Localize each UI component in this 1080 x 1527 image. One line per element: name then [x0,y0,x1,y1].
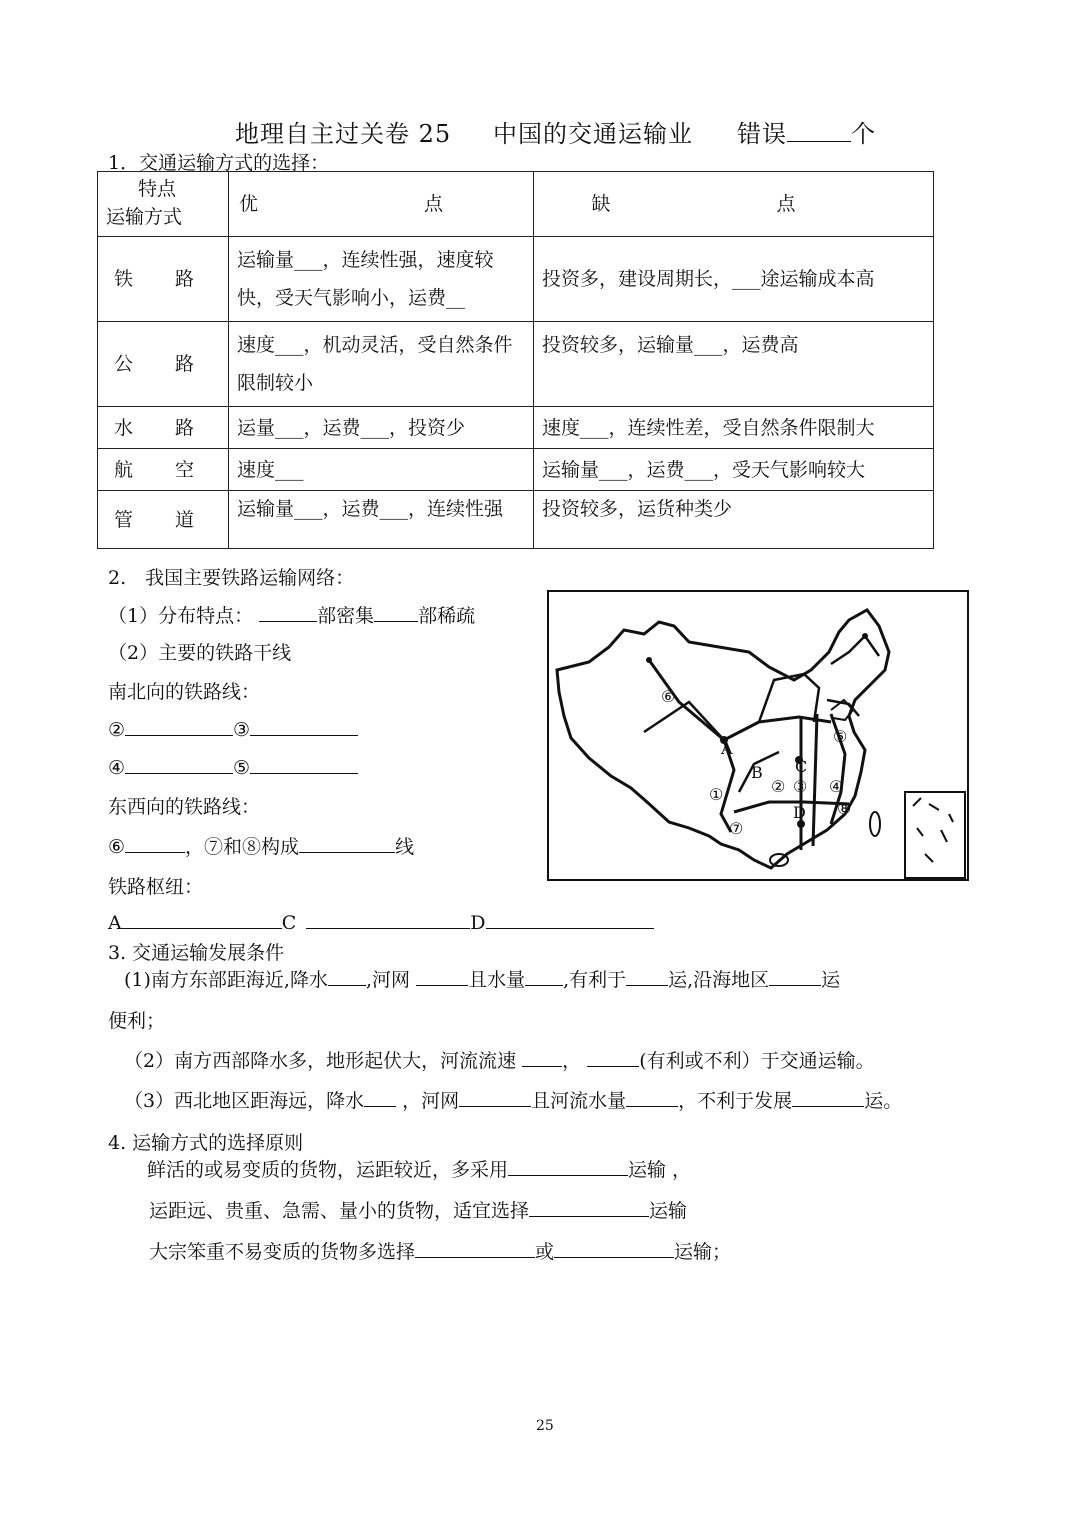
s3-blank-1[interactable] [328,967,366,986]
map-label-a: A [721,739,733,758]
ew-line [108,832,414,859]
map-label-5: ⑤ [833,727,848,746]
s4-line2 [149,1196,687,1223]
ns-label: 南北向的铁路线： [108,681,261,703]
terminal-dot [862,633,868,639]
s3-blank-5[interactable] [769,967,821,986]
cons-cell: 投资较多，运输量___，运费高 [534,322,934,407]
q1-blank-dense[interactable] [259,603,317,622]
blank-n2[interactable] [125,717,233,736]
s3-blank-10[interactable] [626,1088,678,1107]
title-text: 地理自主过关卷 25 [235,120,452,148]
mode-cell: 水 路 [98,407,229,449]
map-label-2: ② [771,777,786,796]
pros-cell: 速度___，机动灵活，受自然条件限制较小 [229,322,534,407]
map-label-7: ⑦ [729,819,744,838]
hub-a-blank[interactable] [122,910,282,929]
q1-mid: 部密集 [317,605,375,627]
s4-blank-1[interactable] [508,1157,628,1176]
s3-l1-c: 且水量 [468,969,526,991]
table-row [98,322,934,407]
label-n3: ③ [233,719,251,741]
s3-blank-2[interactable] [416,967,468,986]
corner-top-label: 特点 [138,178,177,200]
map-label-3: ③ [793,777,808,796]
cons-cell: 投资较多，运货种类少 [534,491,934,549]
ew-end: 线 [395,836,415,858]
s4-l1-a: 鲜活的或易变质的货物，运距较近，多采用 [147,1159,509,1181]
pros-cell: 运输量___，连续性强，速度较快，受天气影响小，运费__ [229,237,534,322]
map-label-d: D [793,803,806,822]
map-label-1: ① [709,785,724,804]
map-label-4: ④ [829,777,844,796]
s4-l2-b: 运输 [649,1200,688,1222]
ns-line-1 [108,717,358,741]
s3-blank-8[interactable] [364,1088,396,1107]
topic-title: 中国的交通运输业 [493,120,693,148]
ew-mid: ，⑦和⑧构成 [185,836,300,858]
blank-n6[interactable] [125,834,185,853]
label-n4: ④ [108,757,126,779]
s3-l2-a: （2）南方西部降水多，地形起伏大，河流流速 [124,1050,517,1072]
s4-blank-4[interactable] [554,1239,674,1258]
s3-l2-c: (有利或不利）于交通运输。 [639,1050,875,1072]
s3-line1 [124,965,840,992]
railway-line-3 [813,714,817,846]
q1-end: 部稀疏 [418,605,476,627]
s3-blank-3[interactable] [525,967,563,986]
s3-l3-c: 且河流水量 [531,1090,627,1112]
s3-line1-cont: 便利； [108,1010,166,1032]
blank-n3[interactable] [250,717,358,736]
table-row [98,237,934,322]
hub-d-blank[interactable] [486,910,654,929]
hub-c-blank[interactable] [306,910,470,929]
q1-label: （1）分布特点： [108,605,254,627]
cons-cell: 运输量___，运费___，受天气影响较大 [534,449,934,491]
error-count [737,114,876,149]
s3-line3 [124,1086,902,1113]
mode-cell: 航 空 [98,449,229,491]
inset-islands [913,798,953,862]
terminal-dot [646,657,652,663]
table-row [98,491,934,549]
header-cons: 缺 点 [534,172,934,237]
label-n5: ⑤ [233,757,251,779]
ew-label: 东西向的铁路线： [108,796,261,818]
taiwan-island [870,812,880,836]
section4-heading: 4. 运输方式的选择原则 [108,1132,304,1154]
error-prefix: 错误 [737,120,787,148]
s3-blank-4[interactable] [626,967,668,986]
s4-l2-a: 运距远、贵重、急需、量小的货物，适宜选择 [149,1200,530,1222]
s4-blank-3[interactable] [415,1239,535,1258]
label-n2: ② [108,719,126,741]
s3-blank-9[interactable] [459,1088,531,1107]
error-suffix: 个 [851,120,876,148]
pros-cell: 运量___，运费___，投资少 [229,407,534,449]
s3-l1-d: ,有利于 [563,969,627,991]
map-label-8: ⑧ [837,799,852,818]
page-title [235,114,451,149]
mode-cell: 铁 路 [98,237,229,322]
corner-bottom-label: 运输方式 [106,206,183,228]
s3-l1-a: (1)南方东部距海近,降水 [124,969,328,991]
railway-line-7-8 [734,802,849,812]
s3-l3-d: ，不利于发展 [678,1090,793,1112]
blank-n4[interactable] [125,755,233,774]
s3-blank-11[interactable] [792,1088,864,1107]
hub-d-label: D [470,912,486,934]
map-label-c: C [795,757,808,776]
map-label-b: B [751,763,763,782]
s3-l1-b: ,河网 [365,969,411,991]
s3-l2-b: ， [562,1050,582,1072]
s3-l3-a: （3）西北地区距海远，降水 [124,1090,365,1112]
table-corner-cell [98,172,229,237]
railway-line-beijing-loop [759,674,819,722]
s4-blank-2[interactable] [529,1198,649,1217]
cons-cell: 速度___，连续性差，受自然条件限制大 [534,407,934,449]
label-n6: ⑥ [108,836,126,858]
s3-blank-6[interactable] [522,1048,562,1067]
mode-cell: 公 路 [98,322,229,407]
error-count-blank[interactable] [787,123,851,142]
transport-comparison-table [97,171,934,549]
s4-l1-b: 运输 ， [628,1159,692,1181]
s4-line1 [147,1155,691,1182]
pros-cell: 速度___ [229,449,534,491]
hub-line [108,910,654,934]
blank-n5[interactable] [250,755,358,774]
header-pros: 优 点 [229,172,534,237]
mode-cell: 管 道 [98,491,229,549]
blank-n78[interactable] [299,834,395,853]
s3-line2 [124,1046,875,1073]
pros-cell: 运输量___，运费___，连续性强 [229,491,534,549]
s4-l3-b: 或 [535,1241,555,1263]
s4-l3-c: 运输； [674,1241,732,1263]
s4-l3-a: 大宗笨重不易变质的货物多选择 [149,1241,416,1263]
s4-line3 [149,1237,731,1264]
hub-c-label: C [281,912,297,934]
ns-line-2 [108,755,358,779]
s3-l3-b: ，河网 [402,1090,460,1112]
s3-l3-e: 运。 [864,1090,903,1112]
s3-l1-e: 运,沿海地区 [668,969,770,991]
cons-cell: 投资多，建设周期长，___途运输成本高 [534,237,934,322]
china-outline-svg [549,592,967,879]
q1-blank-sparse[interactable] [374,603,418,622]
q1-line [108,601,475,628]
hub-a-label: A [108,912,122,934]
s3-blank-7[interactable] [587,1048,639,1067]
section1-heading: 1．交通运输方式的选择： [108,152,330,174]
table-row [98,407,934,449]
map-label-6: ⑥ [661,687,676,706]
section3-heading: 3. 交通运输发展条件 [108,942,285,964]
section2-heading: 2. 我国主要铁路运输网络： [108,567,355,589]
railway-line-northeast [831,636,879,664]
hub-label: 铁路枢纽： [108,876,204,898]
page-number: 25 [536,1418,554,1434]
table-row [98,449,934,491]
s3-l1-f: 运 [821,969,841,991]
q2-line: （2）主要的铁路干线 [108,642,292,664]
table-header-row [98,172,934,237]
railway-map [547,590,969,881]
